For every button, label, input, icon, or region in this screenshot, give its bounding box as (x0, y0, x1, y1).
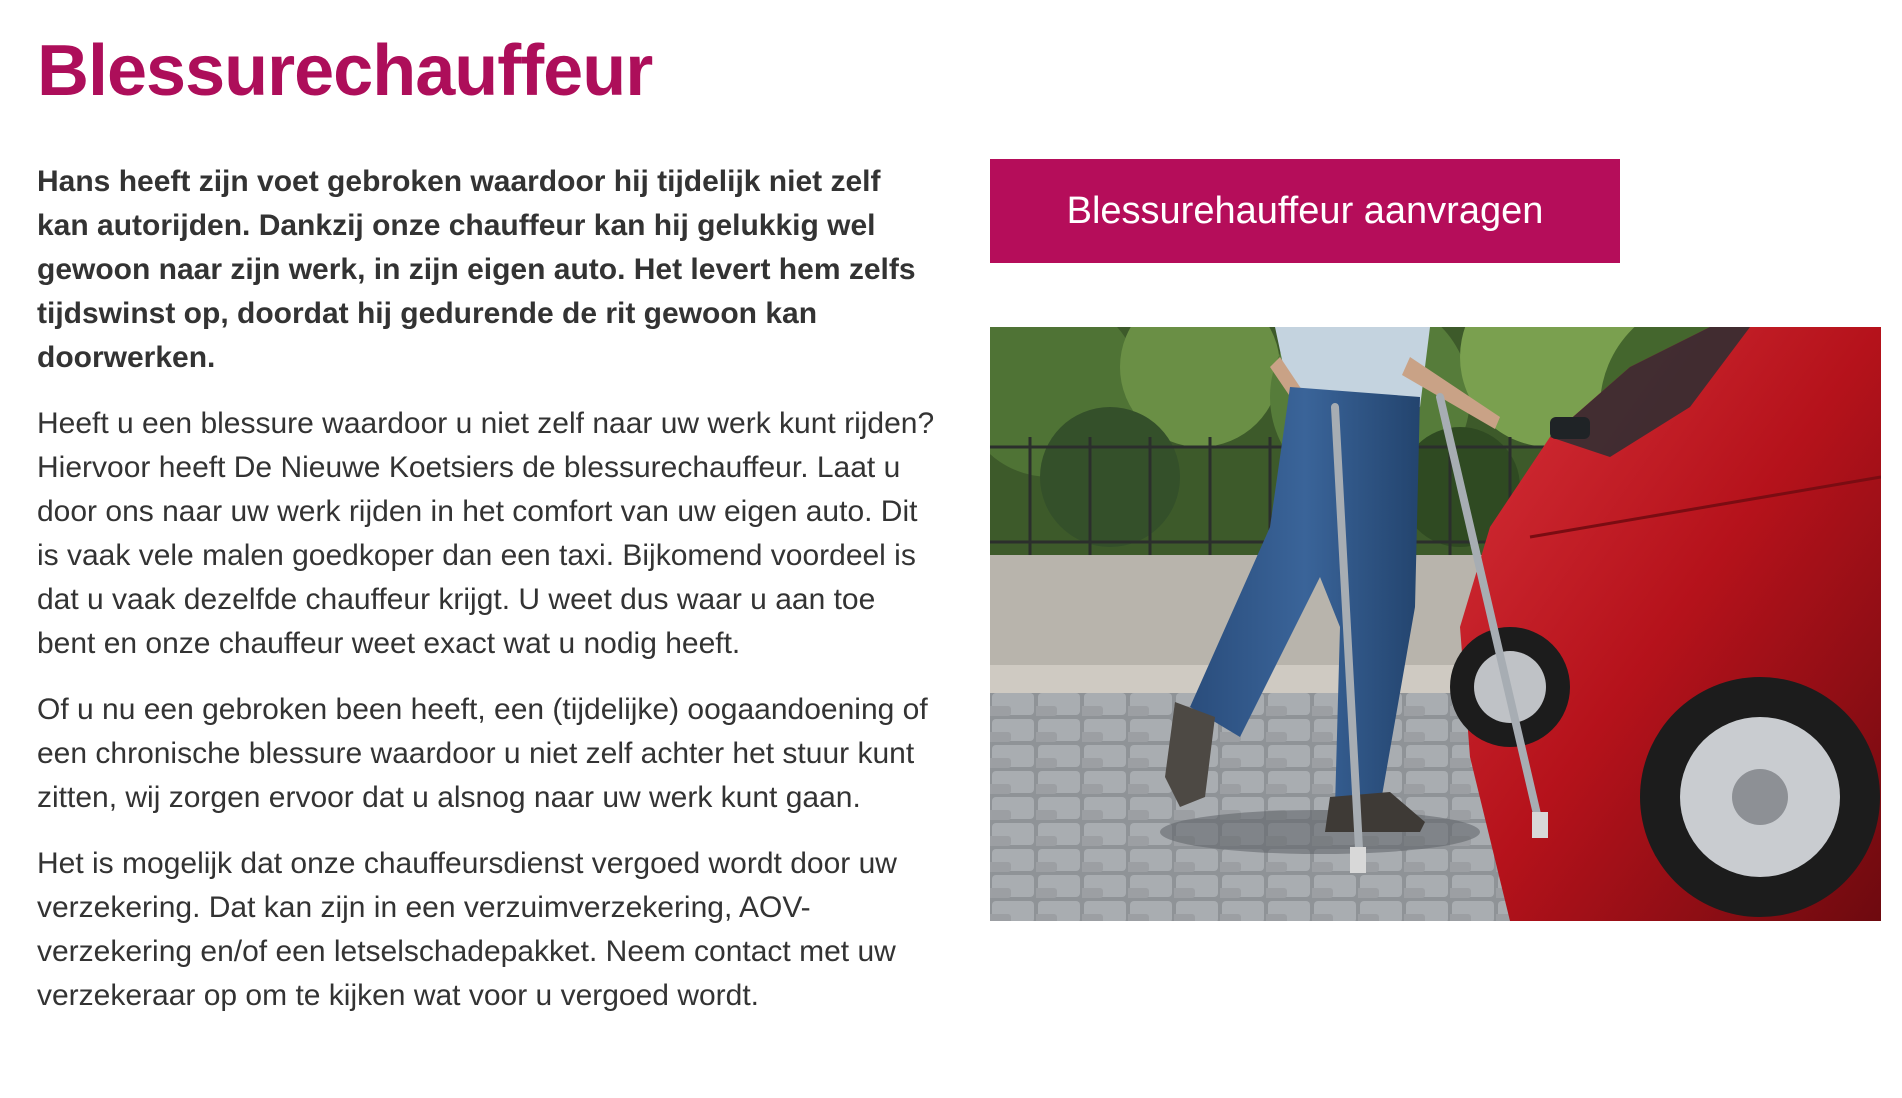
intro-paragraph: Hans heeft zijn voet gebroken waardoor hij tijdelijk niet zelf kan autorijden. Dankzij onze chauffeur kan hij gelukkig wel gewoon naar zijn werk, in zijn eigen auto. Het levert hem zelfs tijdswinst op, doordat hij gedurende de rit gewoon kan doorwerken. (37, 165, 916, 374)
page-title: Blessurechauffeur (37, 31, 653, 111)
tree-foliage (1040, 407, 1180, 547)
body-paragraph-2: Of u nu een gebroken been heeft, een (tijdelijke) oogaandoening of een chronische blessure waardoor u niet zelf achter het stuur kunt zitten, wij zorgen ervoor dat u alsnog naar uw werk kunt gaan. (37, 693, 928, 814)
photo-man-on-crutches-by-car (990, 327, 1881, 921)
body-paragraph-1: Heeft u een blessure waardoor u niet zelf naar uw werk kunt rijden? Hiervoor heeft De Nieuwe Koetsiers de blessurechauffeur. Laat u door ons naar uw werk rijden in het comfort van uw eigen auto. Dit is vaak vele malen goedkoper dan een taxi. Bijkomend voordeel is dat u vaak dezelfde chauffeur krijgt. U weet dus waar u aan toe bent en onze chauffeur weet exact wat u nodig heeft. (37, 407, 935, 660)
body-paragraph-3: Het is mogelijk dat onze chauffeursdienst vergoed wordt door uw verzekering. Dat kan zijn in een verzuimverzekering, AOV-verzekering en/of een letselschadepakket. Neem contact met uw verzekeraar op om te kijken wat voor u vergoed wordt. (37, 847, 897, 1012)
request-chauffeur-button[interactable]: Blessurehauffeur aanvragen (990, 159, 1620, 263)
article-body (37, 160, 937, 1040)
